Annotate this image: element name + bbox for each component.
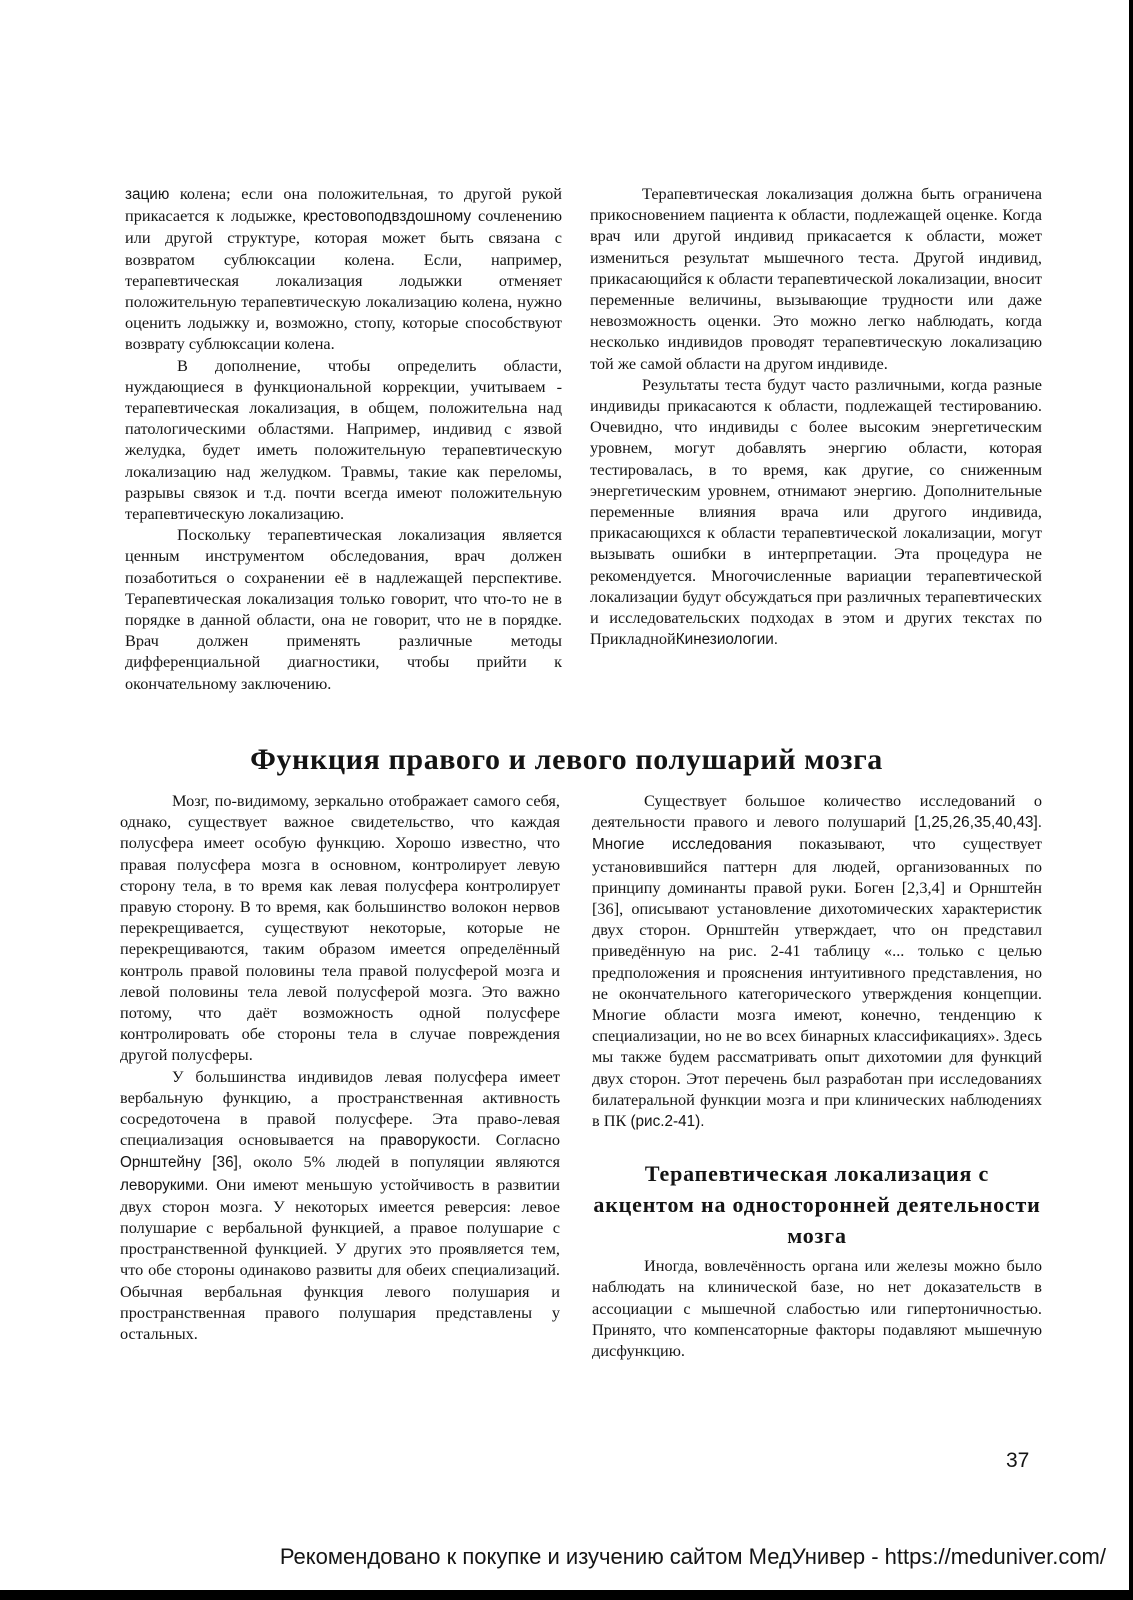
paragraph (125, 183, 562, 355)
text-run: Согласно (480, 1130, 560, 1150)
paragraph: Поскольку терапевтическая локализация является ценным инструментом обследования, врач должен позаботиться о сохранении её в надлежащей перспективе. Терапевтическая локализация только говорит, что что-то не в порядке в данной области, она не говорит, что не в порядке. Врач должен применять различные методы дифференциальной диагностики, чтобы прийти к окончательному заключению. (125, 525, 562, 693)
bold-term: Кинезиологии. (675, 631, 779, 649)
top-left-column (125, 183, 562, 694)
scan-border-right (1129, 0, 1133, 1600)
text-run: показывают, что существует установившийся паттерн для людей, организованных по принципу доминанты правой руки. Боген [2,3,4] и Орнштейн [36], описывают установление дихотомических характеристик двух сторон. Орнштейн утверждает, что он представил приведённую на рис. 2-41 таблицу «... только с целью предположения и прояснения интуитивного представления, но не окончательного категорического утверждения концепции. Многие области мозга имеют, конечно, тенденцию к специализации, но не во всех бинарных классификациях». Здесь мы также будем рассматривать опыт дихотомии для функций двух сторон. Этот перечень был разработан при исследованиях билатеральной функции мозга и при клинических наблюдениях в ПК (592, 834, 1042, 1131)
paragraph (120, 1066, 560, 1345)
paragraph (592, 790, 1042, 1132)
bold-term: праворукости. (379, 1132, 481, 1150)
section-heading: Функция правого и левого полушарий мозга (250, 743, 883, 776)
text-run: У большинства индивидов левая полусфера имеет вербальную функцию, а пространственная активность сосредоточена в правой полусфере. Эта право-левая специализация основывается на (120, 1066, 560, 1150)
footer-recommendation: Рекомендовано к покупке и изучению сайтом МедУнивер - https://meduniver.com/ (279, 1544, 1106, 1569)
top-right-column (590, 183, 1042, 650)
bold-term: зацию (125, 186, 170, 203)
text-run: Результаты теста будут часто различными, когда разные индивиды прикасаются к области, подлежащей тестированию. Очевидно, что индивиды с более высоким энергетическим уровнем, могут добавлять энергию области, которая тестировалась, в то время, как другие, со сниженным энергетическим уровнем, отнимают энергию. Дополнительные переменные влияния врача или другого индивида, прикасающихся к области терапевтической локализации, могут вызывать ошибки в интерпретации. Эта процедура не рекомендуется. Многочисленные вариации терапевтической локализации будут обсуждаться при различных терапевтических и исследовательских подходах в этом и других текстах по Прикладной (590, 374, 1042, 649)
subsection-heading: Терапевтическая локализация с акцентом на односторонней деятельности мозга (593, 1161, 1041, 1249)
bottom-right-column (592, 790, 1042, 1361)
paragraph: Мозг, по-видимому, зеркально отображает самого себя, однако, существует важное свидетельство, что каждая полусфера имеет особую функцию. Хорошо известно, что правая полусфера мозга в основном, контролирует левую сторону тела, в то время как левая полусфера контролирует правую сторону. В то время, как большинство волокон нервов перекрещивается, существуют некоторые, которые не перекрещиваются, таким образом имеется определённый контроль правой половины тела правой полусферой мозга и левой половины тела левой полусферой мозга. Это важно потому, что даёт возможность одной полусфере контролировать обе стороны тела в случае повреждения другой полусферы. (120, 791, 560, 1065)
scan-border-bottom (0, 1590, 1133, 1600)
bold-term: крестовоподвздошному (302, 208, 472, 226)
bold-term: (рис.2-41). (630, 1113, 705, 1131)
paragraph (592, 1255, 1042, 1361)
text-run: сочленению или другой структуре, которая может быть связана с возвратом сублюксации колена. Если, например, терапевтическая локализация лодыжки отменяет положительную терапевтическую локализацию колена, нужно оценить лодыжку и, возможно, стопу, которые способствуют возврату сублюксации колена. (125, 206, 562, 354)
text-run: Существует большое количество исследований о деятельности правого и левого полушарий (592, 791, 1042, 832)
paragraph: В дополнение, чтобы определить области, нуждающиеся в функциональной коррекции, учитываем - терапевтическая локализация, в общем, положительна над патологическими областями. Например, индивид с язвой желудка, будет иметь положительную терапевтическую локализацию над желудком. Травмы, такие как переломы, разрывы связок и т.д. почти всегда имеют положительную терапевтическую локализацию. (125, 355, 562, 524)
bold-term: [1,25,26,35,40,43]. (914, 814, 1042, 832)
text-run: Иногда, вовлечённость органа или железы можно было наблюдать на клинической базе, но нет доказательств в ассоциации с мышечной слабостью или гипертоничностью. Принято, что компенсаторные факторы подавляют мышечную дисфункцию. (592, 1256, 1042, 1361)
paragraph (590, 374, 1042, 651)
text-run: колена; если она положительная, то другой рукой прикасается к лодыжке, (125, 184, 562, 226)
bold-term: леворукими. (120, 1176, 209, 1194)
text-run: Они имеют меньшую устойчивость в развитии двух сторон мозга. У некоторых имеется реверсия: левое полушарие с вербальной функцией, а правое полушарие с пространственной функцией. У других это проявляется тем, что обе стороны одинаково развиты для обеих специализаций. Обычная вербальная функция левого полушария и пространственная правого полушария представлены у остальных. (120, 1174, 560, 1344)
text-run: около 5% людей в популяции являются (242, 1152, 560, 1172)
page-number: 37 (1006, 1449, 1030, 1472)
paragraph: Терапевтическая локализация должна быть ограничена прикосновением пациента к области, подлежащей оценке. Когда врач или другой индивид прикасается к области, может измениться результат мышечного теста. Другой индивид, прикасающийся к области терапевтической локализации, вносит переменные величины, вызывающие трудности или даже невозможность оценки. Это можно легко наблюдать, когда несколько индивидов проводят терапевтическую локализацию той же самой области на другом индивиде. (590, 184, 1042, 373)
bold-term: Орнштейну [36], (120, 1154, 243, 1172)
bold-term: Многие исследования (592, 836, 772, 854)
bottom-left-column (120, 790, 560, 1344)
